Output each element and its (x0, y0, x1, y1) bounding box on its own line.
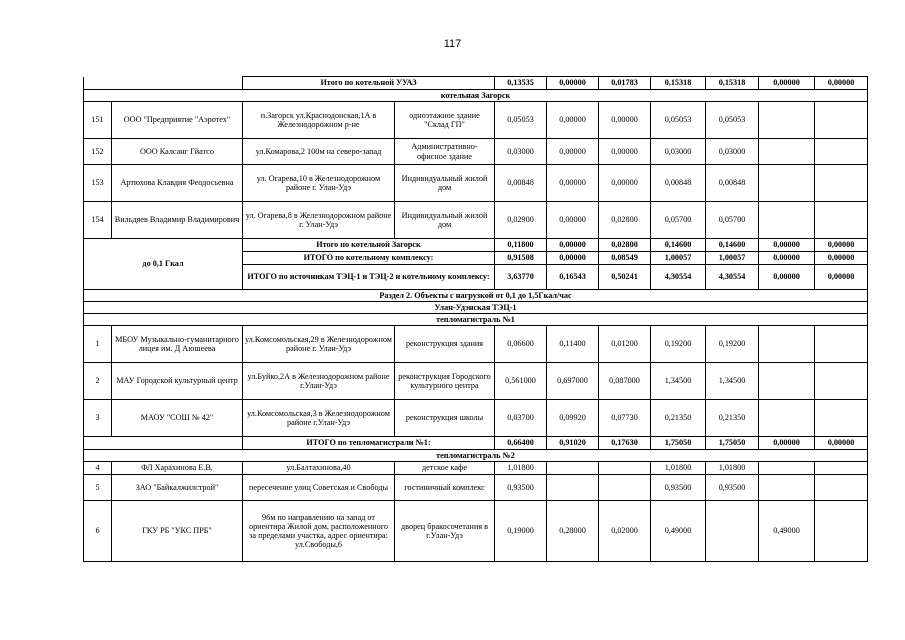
consumer-name: МАУ Городской культурный центр (112, 363, 243, 400)
value-cell: 1,01800 (495, 462, 547, 475)
value-cell: 0,19200 (706, 326, 759, 363)
section-row (84, 290, 868, 302)
value-cell: 0,00848 (651, 165, 706, 202)
value-cell: 0,00000 (759, 239, 815, 252)
value-cell (815, 139, 868, 165)
value-cell: 0,02900 (495, 202, 547, 239)
row-number: 4 (84, 462, 112, 475)
value-cell (599, 462, 651, 475)
address-cell: 96м по направлению на запад от ориентира Жилой дом, расположенного за пределами участка, адрес ориентира: ул.Свободы,6 (243, 501, 395, 562)
value-cell: 0,05053 (706, 102, 759, 139)
value-cell (815, 501, 868, 562)
value-cell: 0,14600 (651, 239, 706, 252)
table-row (84, 165, 868, 202)
value-cell: 0,11400 (547, 326, 599, 363)
row-number: 6 (84, 501, 112, 562)
object-cell: одноэтажное здание "Склад ГП" (395, 102, 495, 139)
value-cell: 0,21350 (651, 400, 706, 437)
value-cell: 0,00000 (547, 165, 599, 202)
address-cell: ул.Буйко,2А в Железнодорожном районе г.Улан-Удэ (243, 363, 395, 400)
value-cell: 0,01200 (599, 326, 651, 363)
value-cell: 1,00057 (706, 252, 759, 265)
value-cell: 0,19200 (651, 326, 706, 363)
value-cell: 0,00848 (495, 165, 547, 202)
value-cell: 0,03700 (495, 400, 547, 437)
source-header-row (84, 302, 868, 314)
value-cell: 1,01800 (651, 462, 706, 475)
address-cell: ул. Огарева,10 в Железнодорожном районе г. Улан-Удэ (243, 165, 395, 202)
value-cell: 0,16543 (547, 265, 599, 290)
value-cell: 0,02000 (599, 501, 651, 562)
value-cell: 0,07730 (599, 400, 651, 437)
value-cell: 1,34500 (706, 363, 759, 400)
value-cell (815, 202, 868, 239)
value-cell: 0,03000 (495, 139, 547, 165)
value-cell: 0,05053 (651, 102, 706, 139)
value-cell (759, 102, 815, 139)
value-cell: 4,30554 (706, 265, 759, 290)
consumer-name: Артюхова Клавдия Феодосьевна (112, 165, 243, 202)
value-cell: 1,34500 (651, 363, 706, 400)
total-label: Итого по котельной УУАЗ (243, 77, 495, 90)
value-cell (815, 462, 868, 475)
value-cell: 0,02800 (599, 202, 651, 239)
value-cell: 0,14600 (706, 239, 759, 252)
value-cell: 0,00000 (547, 139, 599, 165)
value-cell (759, 475, 815, 501)
address-cell: п.Загорск ул.Краснодонская,1А в Железнодорожном р-не (243, 102, 395, 139)
table-row (84, 139, 868, 165)
group-label: до 0,1 Гкал (84, 239, 243, 290)
value-cell: 0,00000 (815, 77, 868, 90)
value-cell: 0,49000 (651, 501, 706, 562)
main-header-row (84, 314, 868, 326)
value-cell: 0,00000 (547, 239, 599, 252)
table-row (84, 501, 868, 562)
value-cell (547, 462, 599, 475)
value-cell: 1,01800 (706, 462, 759, 475)
object-cell: Административно-офисное здание (395, 139, 495, 165)
consumer-name: ООО "Предприятие "Аэротех" (112, 102, 243, 139)
row-number: 5 (84, 475, 112, 501)
consumer-name: ФЛ Харахинова Е.В. (112, 462, 243, 475)
value-cell: 0,03000 (651, 139, 706, 165)
total-label: Итого по котельной Загорск (243, 239, 495, 252)
value-cell: 0,09920 (547, 400, 599, 437)
value-cell: 0,06600 (495, 326, 547, 363)
value-cell: 0,15318 (706, 77, 759, 90)
value-cell: 0,91508 (495, 252, 547, 265)
value-cell: 0,11800 (495, 239, 547, 252)
value-cell (759, 363, 815, 400)
value-cell: 0,00848 (706, 165, 759, 202)
row-number: 1 (84, 326, 112, 363)
address-cell: ул. Огарева,8 в Железнодорожном районе г. Улан-Удэ (243, 202, 395, 239)
value-cell (815, 102, 868, 139)
value-cell (759, 326, 815, 363)
row-number: 3 (84, 400, 112, 437)
address-cell: ул.Балтахинова,40 (243, 462, 395, 475)
value-cell: 3,63770 (495, 265, 547, 290)
total-row (84, 239, 868, 252)
row-number: 154 (84, 202, 112, 239)
table-row (84, 102, 868, 139)
value-cell: 1,00057 (651, 252, 706, 265)
value-cell (759, 139, 815, 165)
consumer-name: Вильдяев Владимир Владимирович (112, 202, 243, 239)
value-cell: 4,30554 (651, 265, 706, 290)
object-cell: детское кафе (395, 462, 495, 475)
value-cell: 0,93500 (495, 475, 547, 501)
value-cell: 0,00000 (599, 165, 651, 202)
value-cell (547, 475, 599, 501)
value-cell: 1,75050 (706, 437, 759, 450)
value-cell: 0,00000 (547, 202, 599, 239)
value-cell: 0,05700 (706, 202, 759, 239)
consumer-name: ООО Калсанг Гйатсо (112, 139, 243, 165)
value-cell: 0,21350 (706, 400, 759, 437)
table-row (84, 202, 868, 239)
value-cell: 0,00000 (759, 77, 815, 90)
value-cell: 1,75050 (651, 437, 706, 450)
object-cell: гостиничный комплекс (395, 475, 495, 501)
value-cell: 0,15318 (651, 77, 706, 90)
table-row (84, 326, 868, 363)
object-cell: дворец бракосочетания в г.Улан-Удэ (395, 501, 495, 562)
value-cell: 0,08549 (599, 252, 651, 265)
value-cell: 0,00000 (815, 437, 868, 450)
value-cell: 0,00000 (547, 77, 599, 90)
value-cell: 0,00000 (759, 265, 815, 290)
table-row (84, 475, 868, 501)
table-row (84, 462, 868, 475)
main-header-row (84, 450, 868, 462)
value-cell: 0,49000 (759, 501, 815, 562)
value-cell: 0,00000 (815, 252, 868, 265)
total-label: ИТОГО по котельному комплексу: (243, 252, 495, 265)
value-cell: 0,50241 (599, 265, 651, 290)
table-row (84, 363, 868, 400)
load-table (83, 76, 868, 562)
total-label: ИТОГО по источникам ТЭЦ-1 и ТЭЦ-2 и котельному комплексу: (243, 265, 495, 290)
value-cell: 0,17630 (599, 437, 651, 450)
value-cell: 0,087000 (599, 363, 651, 400)
value-cell (706, 501, 759, 562)
value-cell: 0,91020 (547, 437, 599, 450)
value-cell: 0,00000 (759, 437, 815, 450)
value-cell: 0,00000 (815, 239, 868, 252)
object-cell: Индивидуальный жилой дом (395, 202, 495, 239)
consumer-name: ЗАО "Байкалжилстрой" (112, 475, 243, 501)
value-cell (815, 475, 868, 501)
address-cell: ул.Комсомольская,3 в Железнодорожном районе г.Улан-Удэ (243, 400, 395, 437)
consumer-name: ГКУ РБ "УКС ПРБ" (112, 501, 243, 562)
value-cell (599, 475, 651, 501)
value-cell: 0,03000 (706, 139, 759, 165)
value-cell: 0,00000 (547, 252, 599, 265)
consumer-name: МАОУ "СОШ № 42" (112, 400, 243, 437)
value-cell: 0,697000 (547, 363, 599, 400)
section-title: Раздел 2. Объекты с нагрузкой от 0,1 до 1,5Гкал/час (84, 290, 868, 302)
table-row (84, 400, 868, 437)
boiler-header: котельная Загорск (84, 90, 868, 102)
value-cell: 0,93500 (651, 475, 706, 501)
main-header: тепломагистраль №1 (84, 314, 868, 326)
value-cell: 0,00000 (759, 252, 815, 265)
row-number: 152 (84, 139, 112, 165)
value-cell: 0,28000 (547, 501, 599, 562)
value-cell: 0,19000 (495, 501, 547, 562)
main-header: тепломагистраль №2 (84, 450, 868, 462)
value-cell: 0,05053 (495, 102, 547, 139)
value-cell: 0,561000 (495, 363, 547, 400)
value-cell (815, 400, 868, 437)
object-cell: реконструкция школы (395, 400, 495, 437)
consumer-name: МБОУ Музыкально-гуманитарного лицея им. Д Аюшеева (112, 326, 243, 363)
value-cell: 0,00000 (599, 102, 651, 139)
value-cell: 0,00000 (547, 102, 599, 139)
total-row (84, 437, 868, 450)
page-number: 117 (443, 38, 462, 50)
address-cell: пересечение улиц Советская и Свободы (243, 475, 395, 501)
value-cell (815, 326, 868, 363)
object-cell: Индивидуальный жилой дом (395, 165, 495, 202)
value-cell: 0,93500 (706, 475, 759, 501)
address-cell: ул.Комсомольская,29 в Железнодорожном районе г. Улан-Удэ (243, 326, 395, 363)
value-cell (815, 363, 868, 400)
section-header-row (84, 90, 868, 102)
value-cell (815, 165, 868, 202)
value-cell (759, 165, 815, 202)
object-cell: реконструкция здания (395, 326, 495, 363)
address-cell: ул.Комарова,2 100м на северо-запад (243, 139, 395, 165)
value-cell: 0,66400 (495, 437, 547, 450)
total-label: ИТОГО по тепломагистрали №1: (243, 437, 495, 450)
value-cell (759, 202, 815, 239)
source-header: Улан-Удэнская ТЭЦ-1 (84, 302, 868, 314)
value-cell (759, 400, 815, 437)
value-cell: 0,05700 (651, 202, 706, 239)
value-cell: 0,02800 (599, 239, 651, 252)
value-cell: 0,01783 (599, 77, 651, 90)
row-number: 2 (84, 363, 112, 400)
object-cell: реконструкция Городского культурного центра (395, 363, 495, 400)
value-cell: 0,00000 (599, 139, 651, 165)
value-cell: 0,13535 (495, 77, 547, 90)
value-cell: 0,00000 (815, 265, 868, 290)
row-number: 151 (84, 102, 112, 139)
value-cell (759, 462, 815, 475)
row-number: 153 (84, 165, 112, 202)
uaz-total-row (84, 77, 868, 90)
